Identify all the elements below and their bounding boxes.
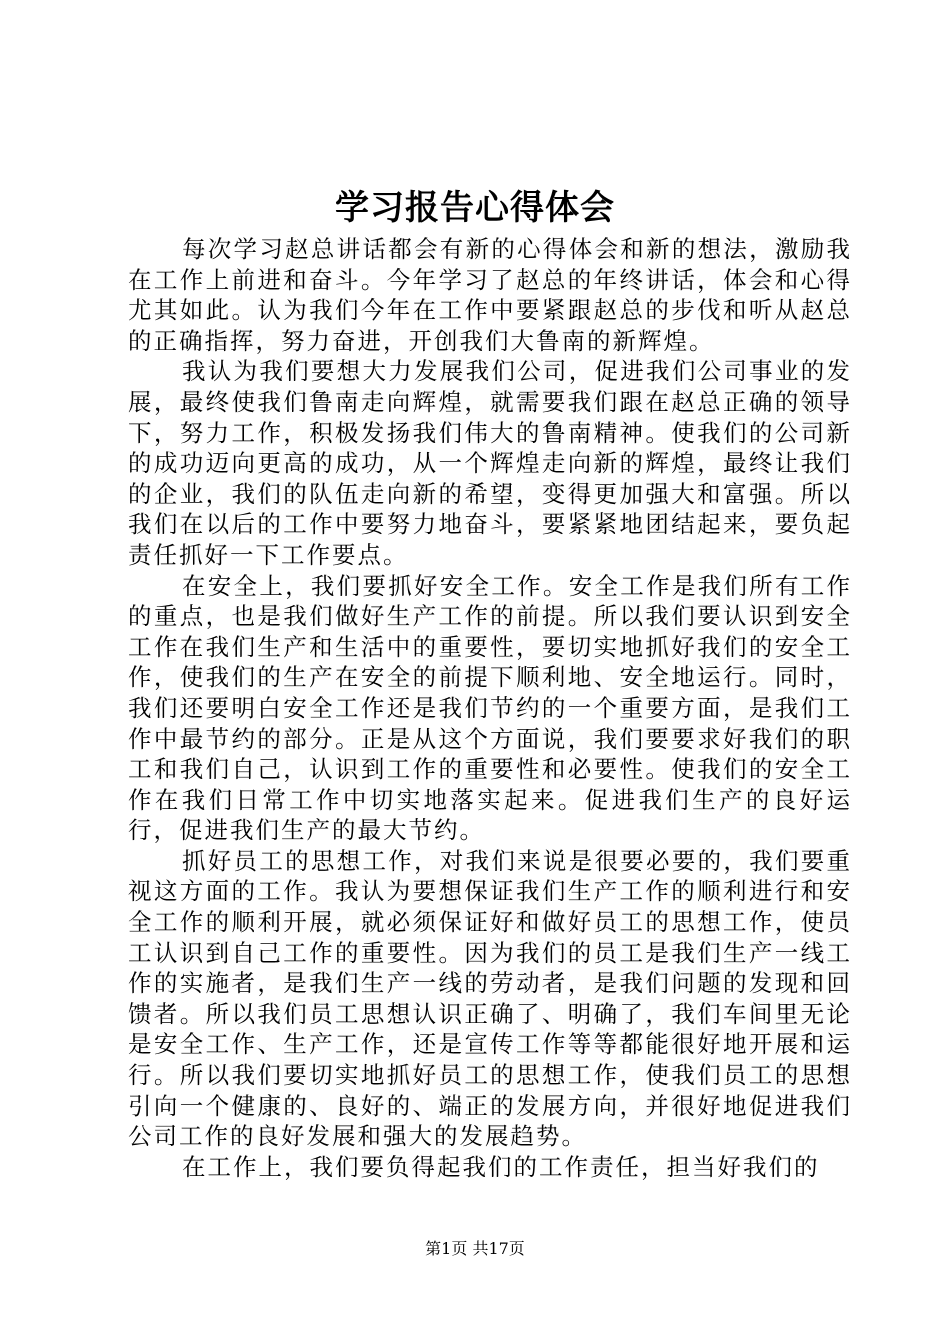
paragraph-4: 抓好员工的思想工作，对我们来说是很要必要的，我们要重视这方面的工作。我认为要想保证我们生产工作的顺利进行和安全工作的顺利开展，就必须保证好和做好员工的思想工作，使员工认识到自己工作的重要性。因为我们的员工是我们生产一线工作的实施者，是我们生产一线的劳动者，是我们问题的发现和回馈者。所以我们员工思想认识正确了、明确了，我们车间里无论是安全工作、生产工作，还是宣传工作等等都能很好地开展和运行。所以我们要切实地抓好员工的思想工作，使我们员工的思想引向一个健康的、良好的、端正的发展方向，并很好地促进我们公司工作的良好发展和强大的发展趋势。 (128, 846, 852, 1151)
paragraph-2: 我认为我们要想大力发展我们公司，促进我们公司事业的发展，最终使我们鲁南走向辉煌，就需要我们跟在赵总正确的领导下，努力工作，积极发扬我们伟大的鲁南精神。使我们的公司新的成功迈向更高的成功，从一个辉煌走向新的辉煌，最终让我们的企业，我们的队伍走向新的希望，变得更加强大和富强。所以我们在以后的工作中要努力地奋斗，要紧紧地团结起来，要负起责任抓好一下工作要点。 (128, 357, 852, 569)
paragraph-3: 在安全上，我们要抓好安全工作。安全工作是我们所有工作的重点，也是我们做好生产工作的前提。所以我们要认识到安全工作在我们生产和生活中的重要性，要切实地抓好我们的安全工作，使我们的生产在安全的前提下顺利地、安全地运行。同时，我们还要明白安全工作还是我们节约的一个重要方面，是我们工作中最节约的部分。正是从这个方面说，我们要要求好我们的职工和我们自己，认识到工作的重要性和必要性。使我们的安全工作在我们日常工作中切实地落实起来。促进我们生产的良好运行，促进我们生产的最大节约。 (128, 571, 852, 845)
document-body (128, 234, 852, 1182)
paragraph-5: 在工作上，我们要负得起我们的工作责任，担当好我们的 (182, 1152, 820, 1181)
page-number-footer: 第1页 共17页 (425, 1239, 525, 1258)
document-title: 学习报告心得体会 (335, 188, 615, 228)
paragraph-1: 每次学习赵总讲话都会有新的心得体会和新的想法，激励我在工作上前进和奋斗。今年学习了赵总的年终讲话，体会和心得尤其如此。认为我们今年在工作中要紧跟赵总的步伐和听从赵总的正确指挥，努力奋进，开创我们大鲁南的新辉煌。 (128, 235, 852, 355)
